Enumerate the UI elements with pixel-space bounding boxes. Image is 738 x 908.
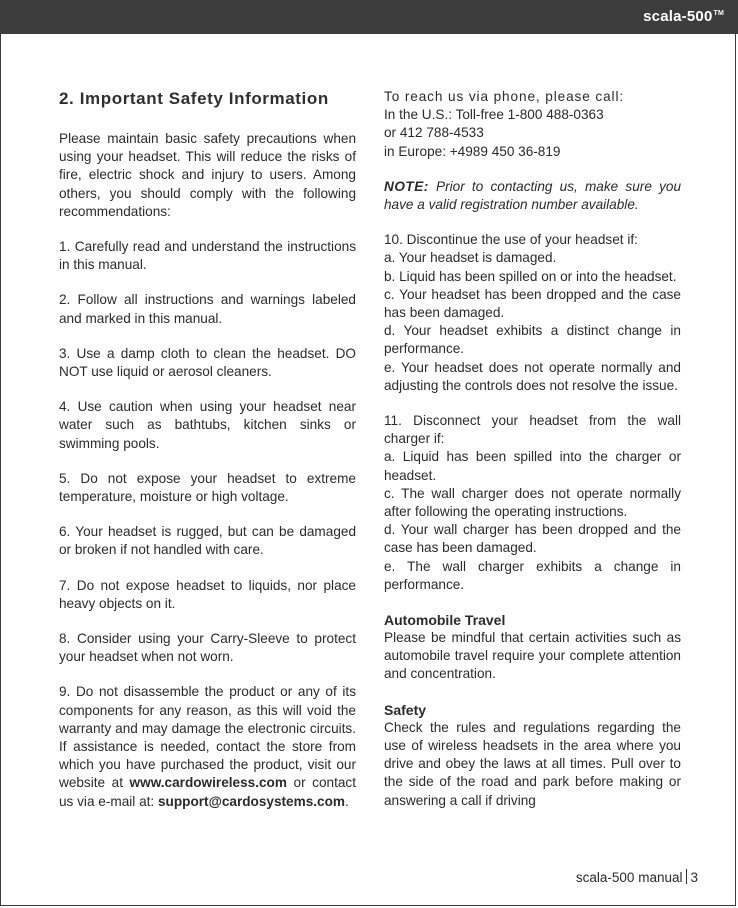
safety-item-7: 7. Do not expose headset to liquids, nor place heavy objects on it.	[59, 577, 356, 611]
intro-paragraph: Please maintain basic safety precautions when using your headset. This will reduce the risks of fire, electric shock and injury to users. Among others, you should comply with the following recommendations:	[59, 131, 356, 219]
note-paragraph	[384, 178, 681, 214]
item-10-line: e. Your headset does not operate normally and adjusting the controls does not resolve the issue.	[384, 359, 681, 393]
contact-line: To reach us via phone, please call:	[384, 89, 625, 104]
brand-logo: scala-500™	[643, 8, 724, 25]
contact-line: In the U.S.: Toll-free 1-800 488-0363	[384, 107, 604, 123]
right-column	[384, 88, 681, 810]
section-title: 2. Important Safety Information	[59, 89, 329, 108]
item-11-line: a. Liquid has been spilled into the charger or headset.	[384, 449, 681, 483]
item-9-text: 9. Do not disassemble the product or any of its components for any reason, as this will void the warranty and may damage the electronic circuits. If assistance is needed, contact the store from which you have purchased the product, visit our website at	[59, 684, 356, 791]
footer-manual-name: scala-500 manual	[575, 870, 683, 885]
page-footer	[576, 869, 698, 885]
website-link[interactable]: www.cardowireless.com	[129, 775, 287, 791]
safety-heading: Safety	[384, 701, 427, 718]
page-number: 3	[690, 870, 698, 885]
note-label: NOTE:	[384, 178, 429, 194]
item-11-line: 11. Disconnect your headset from the wall charger if:	[384, 413, 681, 447]
item-9-end: .	[345, 793, 349, 809]
email-link[interactable]: support@cardosystems.com	[157, 793, 345, 809]
safety-item-9	[59, 683, 356, 810]
safety-item-8: 8. Consider using your Carry-Sleeve to protect your headset when not worn.	[59, 631, 356, 665]
item-11-line: c. The wall charger does not operate normally after following the operating instructions.	[384, 485, 681, 520]
item-10-line: c. Your headset has been dropped and the case has been damaged.	[384, 286, 681, 321]
item-11-block	[384, 412, 681, 594]
safety-item-3: 3. Use a damp cloth to clean the headset. DO NOT use liquid or aerosol cleaners.	[59, 345, 356, 380]
left-column	[59, 88, 356, 811]
item-10-line: b. Liquid has been spilled on or into the headset.	[384, 268, 677, 284]
item-10-block	[384, 231, 681, 395]
safety-text: Check the rules and regulations regarding the use of wireless headsets in the area where you drive and obey the laws at all times. Pull over to the side of the road and park before making or answering a call if driving	[384, 719, 681, 808]
safety-item-1: 1. Carefully read and understand the instructions in this manual.	[59, 239, 356, 273]
contact-line: in Europe: +4989 450 36-819	[384, 143, 561, 159]
contact-line: or 412 788-4533	[384, 125, 484, 141]
item-11-line: d. Your wall charger has been dropped and the case has been damaged.	[384, 522, 681, 556]
item-10-line: a. Your headset is damaged.	[384, 250, 557, 266]
automobile-travel-heading: Automobile Travel	[384, 612, 506, 629]
header-bar	[0, 0, 738, 34]
automobile-travel-text: Please be mindful that certain activities such as automobile travel require your complete attention and concentration.	[384, 630, 681, 682]
footer-separator	[686, 869, 687, 884]
safety-item-6: 6. Your headset is rugged, but can be damaged or broken if not handled with care.	[59, 524, 356, 558]
safety-item-2: 2. Follow all instructions and warnings labeled and marked in this manual.	[59, 292, 356, 326]
item-10-line: d. Your headset exhibits a distinct change in performance.	[384, 323, 681, 357]
item-11-line: e. The wall charger exhibits a change in performance.	[384, 558, 681, 592]
item-10-line: 10. Discontinue the use of your headset if:	[384, 232, 638, 248]
safety-item-4: 4. Use caution when using your headset near water such as bathtubs, kitchen sinks or swimming pools.	[59, 399, 356, 451]
safety-item-5: 5. Do not expose your headset to extreme temperature, moisture or high voltage.	[59, 470, 356, 505]
item-9-mid: or contact us via e-mail at:	[59, 775, 356, 809]
note-text: Prior to contacting us, make sure you have a valid registration number available.	[384, 178, 682, 213]
contact-block	[384, 88, 681, 161]
